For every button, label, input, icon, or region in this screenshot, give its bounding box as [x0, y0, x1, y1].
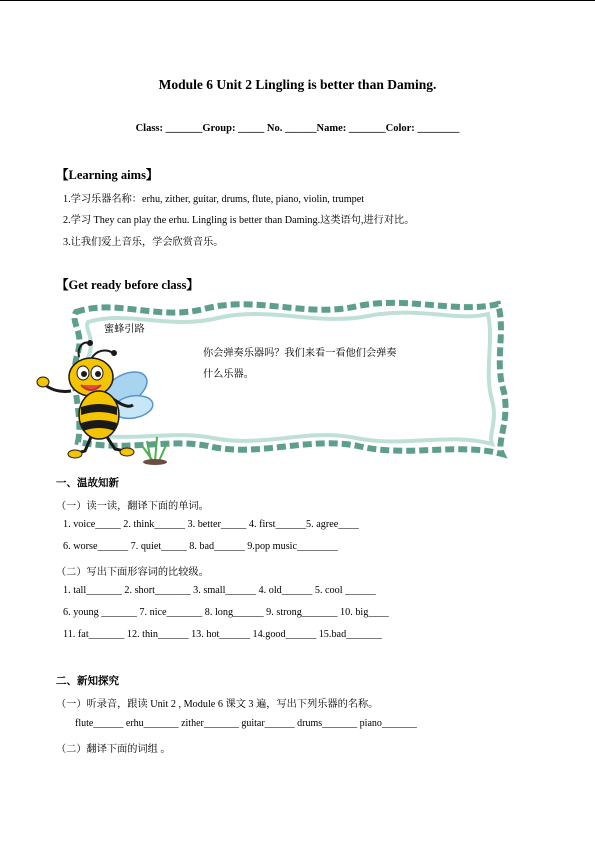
explore-part1-title: （一）听录音，跟读 Unit 2 , Module 6 课文 3 遍，写出下列乐器的名称。 [56, 699, 379, 710]
review-part2-title: （二）写出下面形容词的比较级。 [56, 567, 209, 578]
review-heading: 一、温故知新 [56, 478, 119, 489]
frame-text-line-1: 你会弹奏乐器吗？我们来看一看他们会弹奏 [203, 348, 397, 359]
learning-aims-heading: 【Learning aims】 [56, 168, 159, 182]
top-rule [0, 0, 595, 1]
grass-tuft-icon [143, 437, 167, 465]
review-part1-title: （一）读一读，翻译下面的单词。 [56, 501, 209, 512]
get-ready-heading: 【Get ready before class】 [56, 278, 199, 292]
frame-label: 蜜蜂引路 [104, 324, 145, 335]
review-part2-row-3: 11. fat_______ 12. thin______ 13. hot______ 14.good______ 15.bad_______ [63, 629, 382, 640]
bee-mascot-icon [33, 337, 183, 465]
review-part1-row-1: 1. voice_____ 2. think______ 3. better_____ 4. first______5. agree____ [63, 519, 359, 530]
explore-part1-row: flute______ erhu_______ zither_______ guitar______ drums_______ piano_______ [75, 718, 417, 729]
explore-heading: 二、新知探究 [56, 676, 119, 687]
review-part2-row-2: 6. young _______ 7. nice_______ 8. long______ 9. strong_______ 10. big____ [63, 607, 389, 618]
frame-text-line-2: 什么乐器。 [203, 369, 254, 380]
learning-aim-2: 2.学习 They can play the erhu. Lingling is better than Daming.这类语句,进行对比。 [63, 215, 415, 226]
learning-aim-1: 1.学习乐器名称：erhu, zither, guitar, drums, flute, piano, violin, trumpet [63, 194, 365, 205]
review-part2-row-1: 1. tall_______ 2. short_______ 3. small______ 4. old______ 5. cool ______ [63, 585, 376, 596]
student-info-line: Class: _______Group: _____ No. ______Name: _______Color: ________ [135, 123, 460, 134]
explore-part2-title: （二）翻译下面的词组 。 [56, 744, 171, 755]
learning-aim-3: 3.让我们爱上音乐，学会欣赏音乐。 [63, 237, 224, 248]
review-part1-row-2: 6. worse______ 7. quiet_____ 8. bad______ 9.pop music________ [63, 541, 338, 552]
page-title: Module 6 Unit 2 Lingling is better than Daming. [158, 77, 437, 92]
